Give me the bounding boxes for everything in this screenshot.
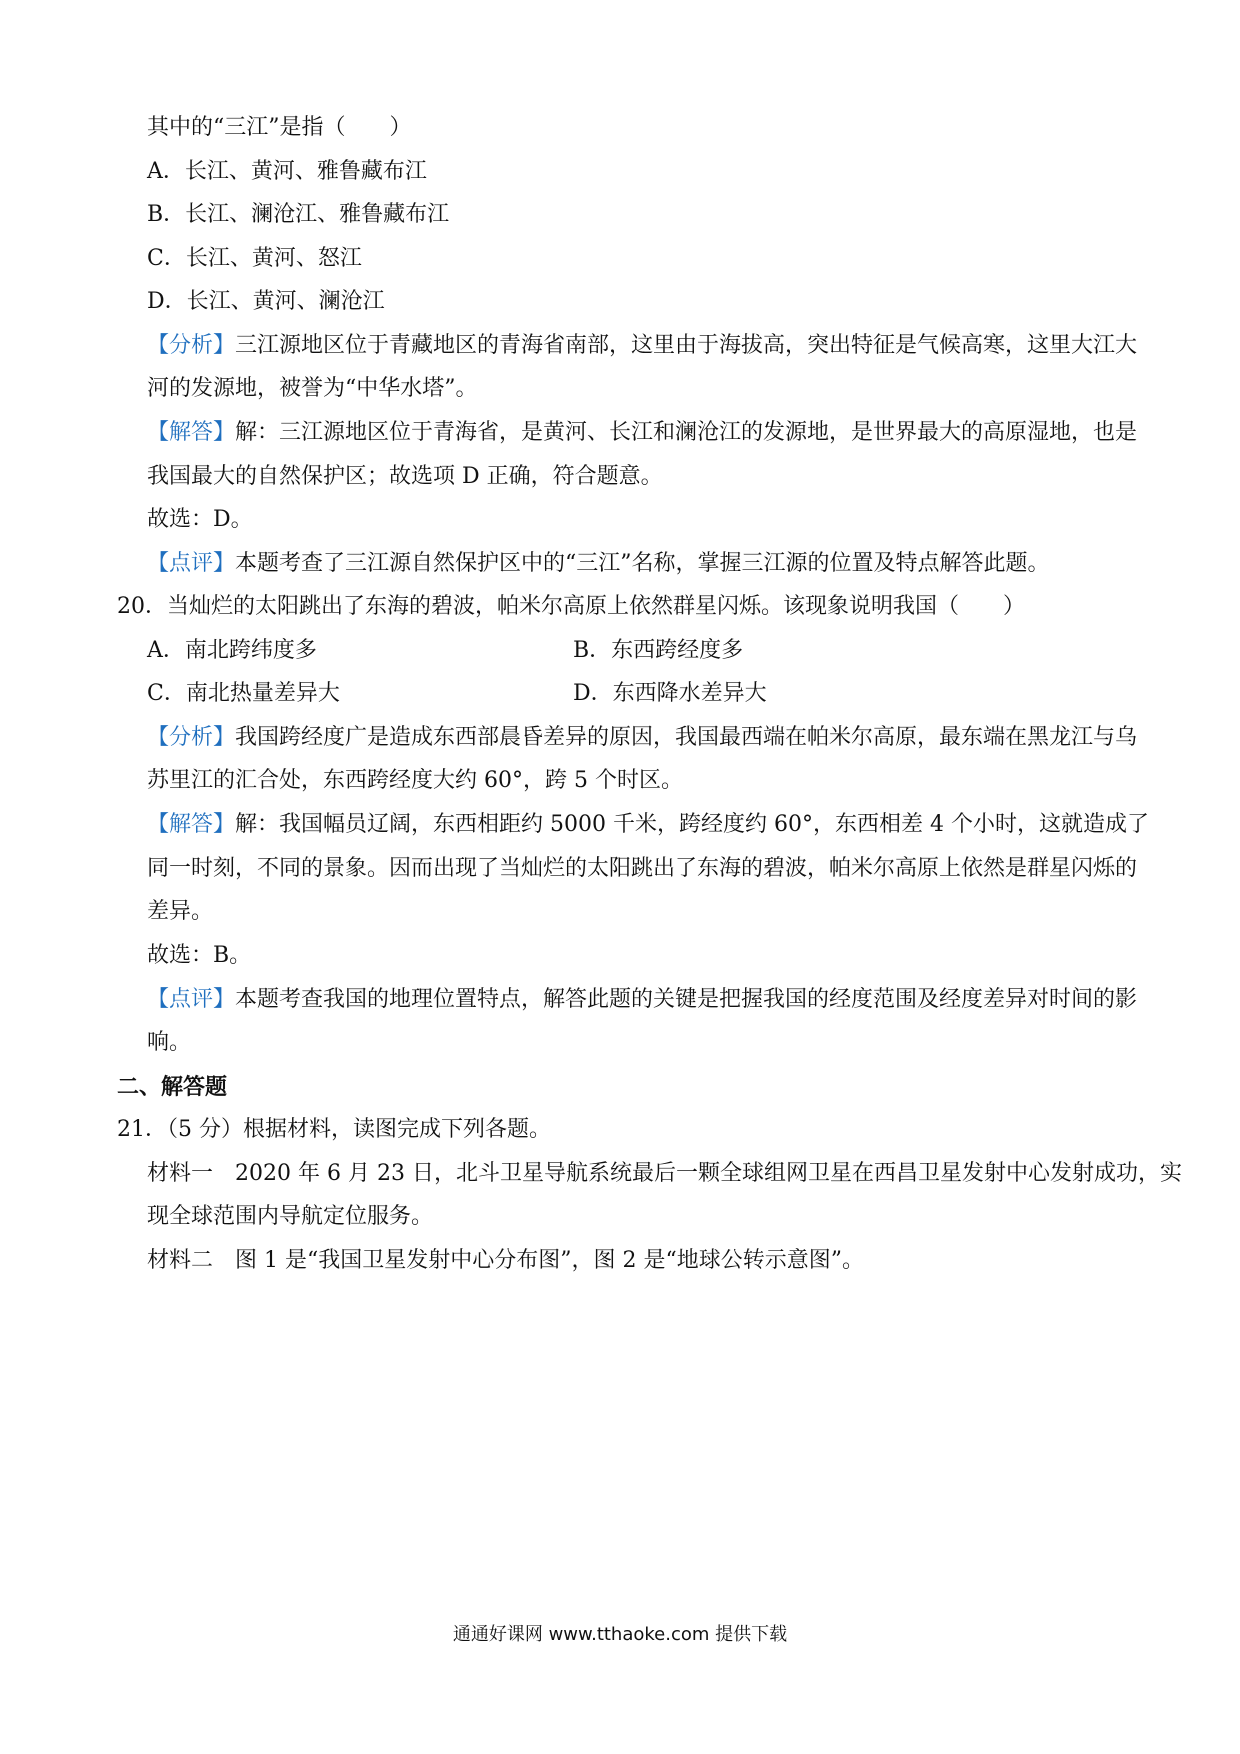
- q19-option-c: C．长江、黄河、怒江: [147, 246, 362, 271]
- q19-option-d: D．长江、黄河、澜沧江: [147, 289, 385, 314]
- q20-answer-line1: [147, 810, 1149, 840]
- q20-stem: 20．当灿烂的太阳跳出了东海的碧波，帕米尔高原上依然群星闪烁。该现象说明我国（ ）: [117, 594, 1025, 619]
- q20-analysis-line1: [147, 723, 1137, 753]
- q19-analysis-line2: 河的发源地，被誉为“中华水塔”。: [147, 376, 478, 401]
- q21-material2: 材料二 图 1 是“我国卫星发射中心分布图”，图 2 是“地球公转示意图”。: [147, 1248, 864, 1273]
- q19-answer-line2: 我国最大的自然保护区；故选项 D 正确，符合题意。: [147, 464, 663, 489]
- q20-comment-line1: [147, 985, 1137, 1015]
- q20-analysis-line2: 苏里江的汇合处，东西跨经度大约 60°，跨 5 个时区。: [147, 768, 683, 793]
- analysis-tag: 【分析】: [147, 725, 236, 750]
- analysis-tag: 【分析】: [147, 333, 236, 358]
- page-footer: 通通好课网 www.tthaoke.com 提供下载: [452, 1624, 788, 1645]
- q20-option-d: D．东西降水差异大: [573, 681, 767, 706]
- q20-option-c: C．南北热量差异大: [147, 681, 340, 706]
- q20-answer-line3: 差异。: [147, 899, 214, 924]
- q19-option-b: B．长江、澜沧江、雅鲁藏布江: [147, 202, 450, 227]
- analysis-text: 三江源地区位于青藏地区的青海省南部，这里由于海拔高，突出特征是气候高寒，这里大江大: [235, 333, 1138, 358]
- q20-answer-choice: 故选：B。: [147, 943, 252, 968]
- comment-tag: 【点评】: [147, 551, 236, 576]
- answer-text: 解：三江源地区位于青海省，是黄河、长江和澜沧江的发源地，是世界最大的高原湿地，也是: [235, 420, 1138, 445]
- answer-tag: 【解答】: [147, 420, 236, 445]
- q19-option-a: A．长江、黄河、雅鲁藏布江: [147, 159, 427, 184]
- q19-answer-line1: [147, 418, 1137, 448]
- answer-text: 解：我国幅员辽阔，东西相距约 5000 千米，跨经度约 60°，东西相差 4 个小时，这就造成了: [235, 812, 1149, 837]
- q20-comment-line2: 响。: [147, 1030, 192, 1055]
- analysis-text: 我国跨经度广是造成东西部晨昏差异的原因，我国最西端在帕米尔高原，最东端在黑龙江与乌: [235, 725, 1138, 750]
- comment-tag: 【点评】: [147, 987, 236, 1012]
- q21-material1-line1: 材料一 2020 年 6 月 23 日，北斗卫星导航系统最后一颗全球组网卫星在西昌卫星发射中心发射成功，实: [147, 1161, 1182, 1186]
- q19-analysis-line1: [147, 331, 1137, 361]
- q21-material1-line2: 现全球范围内导航定位服务。: [147, 1204, 434, 1229]
- answer-tag: 【解答】: [147, 812, 236, 837]
- q19-stem-tail: 其中的“三江”是指（ ）: [147, 115, 412, 140]
- comment-text: 本题考查我国的地理位置特点，解答此题的关键是把握我国的经度范围及经度差异对时间的影: [235, 987, 1138, 1012]
- q20-option-a: A．南北跨纬度多: [147, 638, 317, 663]
- q20-answer-line2: 同一时刻，不同的景象。因而出现了当灿烂的太阳跳出了东海的碧波，帕米尔高原上依然是群星闪烁的: [147, 856, 1138, 881]
- q21-stem: 21．（5 分）根据材料，读图完成下列各题。: [117, 1117, 551, 1142]
- q20-option-b: B．东西跨经度多: [573, 638, 744, 663]
- section-title: 二、解答题: [117, 1074, 228, 1100]
- q19-answer-choice: 故选：D。: [147, 507, 253, 532]
- q19-comment: [147, 549, 1050, 579]
- comment-text: 本题考查了三江源自然保护区中的“三江”名称，掌握三江源的位置及特点解答此题。: [235, 551, 1050, 576]
